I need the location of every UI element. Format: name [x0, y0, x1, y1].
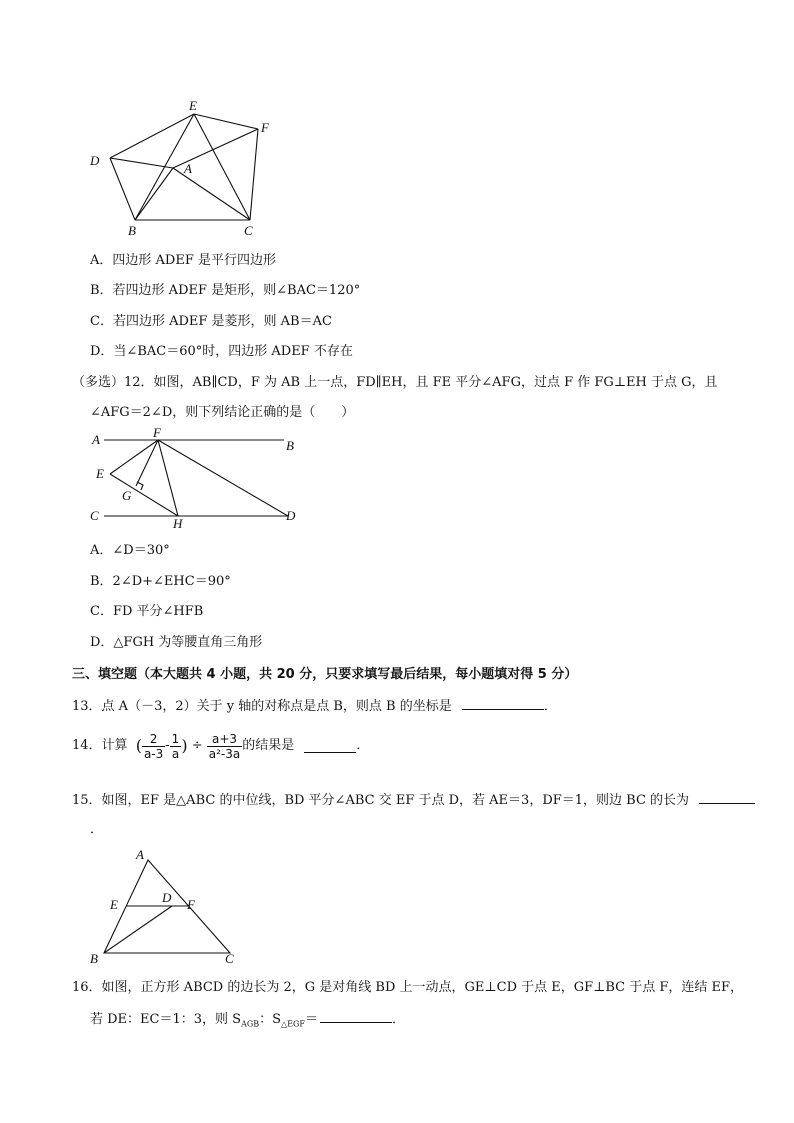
q11-option-a: A．四边形 ADEF 是平行四边形 [90, 253, 276, 268]
figure3-label-f: F [187, 897, 195, 912]
q14-fraction-2: $\frac{1}{a}$ [171, 731, 180, 761]
figure2-label-g: G [122, 488, 132, 503]
q12-option-a: A．∠D＝30° [90, 543, 170, 558]
q14-suffix: 的结果是 [242, 738, 295, 753]
q15-text-row [72, 791, 755, 810]
figure3-label-b: B [90, 951, 98, 966]
figure1-label-e: E [189, 98, 197, 113]
figure1-label-b: B [128, 223, 136, 238]
q14-divide: ÷ [191, 738, 203, 753]
section-3-title: 三、填空题（本大题共 4 小题，共 20 分，只要求填写最后结果，每小题填对得 5 分） [72, 667, 578, 682]
q15-answer-blank[interactable] [699, 791, 755, 804]
q14-minus: - [165, 738, 170, 753]
figure1-label-c: C [244, 223, 253, 238]
figure2-label-c: C [90, 508, 99, 523]
q12-option-d: D．△FGH 为等腰直角三角形 [90, 635, 263, 650]
q14-fraction-3: $\frac{a+3}{\text{a²-3a}}$ [208, 731, 241, 761]
q15-end: ． [90, 822, 104, 837]
q14-end: ． [356, 738, 370, 753]
figure3-label-d: D [162, 890, 172, 905]
figure1-label-a: A [184, 161, 192, 176]
figure2-label-e: E [96, 466, 104, 481]
q13-text: 13．点 A（－3，2）关于 y 轴的对称点是点 B，则点 B 的坐标是 [72, 699, 452, 714]
figure1-label-f: F [261, 120, 269, 135]
q16-eq: ＝ [304, 1012, 318, 1027]
q12-option-b: B．2∠D+∠EHC＝90° [90, 574, 231, 589]
q11-option-b: B．若四边形 ADEF 是矩形，则∠BAC＝120° [90, 283, 361, 298]
q16-line2-mid: ：S [259, 1012, 282, 1027]
q16-sub-agb: AGB [241, 1019, 260, 1029]
figure2-label-d: D [286, 508, 296, 523]
figure3-label-c: C [225, 951, 234, 966]
q13-text-row [72, 697, 557, 716]
q11-option-c: C．若四边形 ADEF 是菱形，则 AB＝AC [90, 314, 332, 329]
figure1-label-d: D [90, 153, 100, 168]
figure-parallel-lines [88, 425, 308, 531]
q14-fraction-1: $\frac{2}{a-3}$ [143, 731, 164, 761]
q12-stem-line1: （多选）12．如图，AB∥CD，F 为 AB 上一点，FD∥EH，且 FE 平分∠AFG，过点 F 作 FG⊥EH 于点 G，且 [72, 375, 718, 390]
q12-stem-line2: ∠AFG＝2∠D，则下列结论正确的是（ ） [90, 405, 355, 420]
q13-end: ． [543, 699, 557, 714]
q15-text: 15．如图，EF 是△ABC 的中位线，BD 平分∠ABC 交 EF 于点 D，若 AE＝3，DF＝1，则边 BC 的长为 [72, 793, 690, 808]
q16-stem-line1: 16．如图，正方形 ABCD 的边长为 2，G 是对角线 BD 上一动点，GE⊥CD 于点 E，GF⊥BC 于点 F，连结 EF， [72, 980, 744, 995]
q16-sub-egf: △EGF [281, 1019, 305, 1029]
q16-line2-prefix: 若 DE：EC＝1：3，则 S [90, 1012, 242, 1027]
figure3-label-a: A [136, 847, 144, 862]
figure2-label-b: B [286, 438, 294, 453]
figure2-label-a: A [92, 432, 100, 447]
q14-prefix: 14．计算 [72, 738, 128, 753]
q14-lparen: ( [135, 736, 142, 755]
figure-triangle-midline [86, 845, 246, 970]
q14-rparen: ) [181, 736, 188, 755]
q11-option-d: D．当∠BAC＝60°时，四边形 ADEF 不存在 [90, 344, 353, 359]
figure-quadrilateral-adef [80, 96, 290, 246]
q14-row [72, 731, 369, 762]
q16-end: ． [391, 1012, 405, 1027]
figure2-label-f: F [153, 425, 161, 440]
q16-answer-blank[interactable] [320, 1010, 392, 1023]
q13-answer-blank[interactable] [462, 697, 544, 710]
q12-option-c: C．FD 平分∠HFB [90, 604, 204, 619]
figure2-label-h: H [173, 516, 183, 531]
q16-stem-line2 [90, 1010, 405, 1034]
figure3-label-e: E [110, 897, 118, 912]
q14-answer-blank[interactable] [304, 740, 356, 753]
